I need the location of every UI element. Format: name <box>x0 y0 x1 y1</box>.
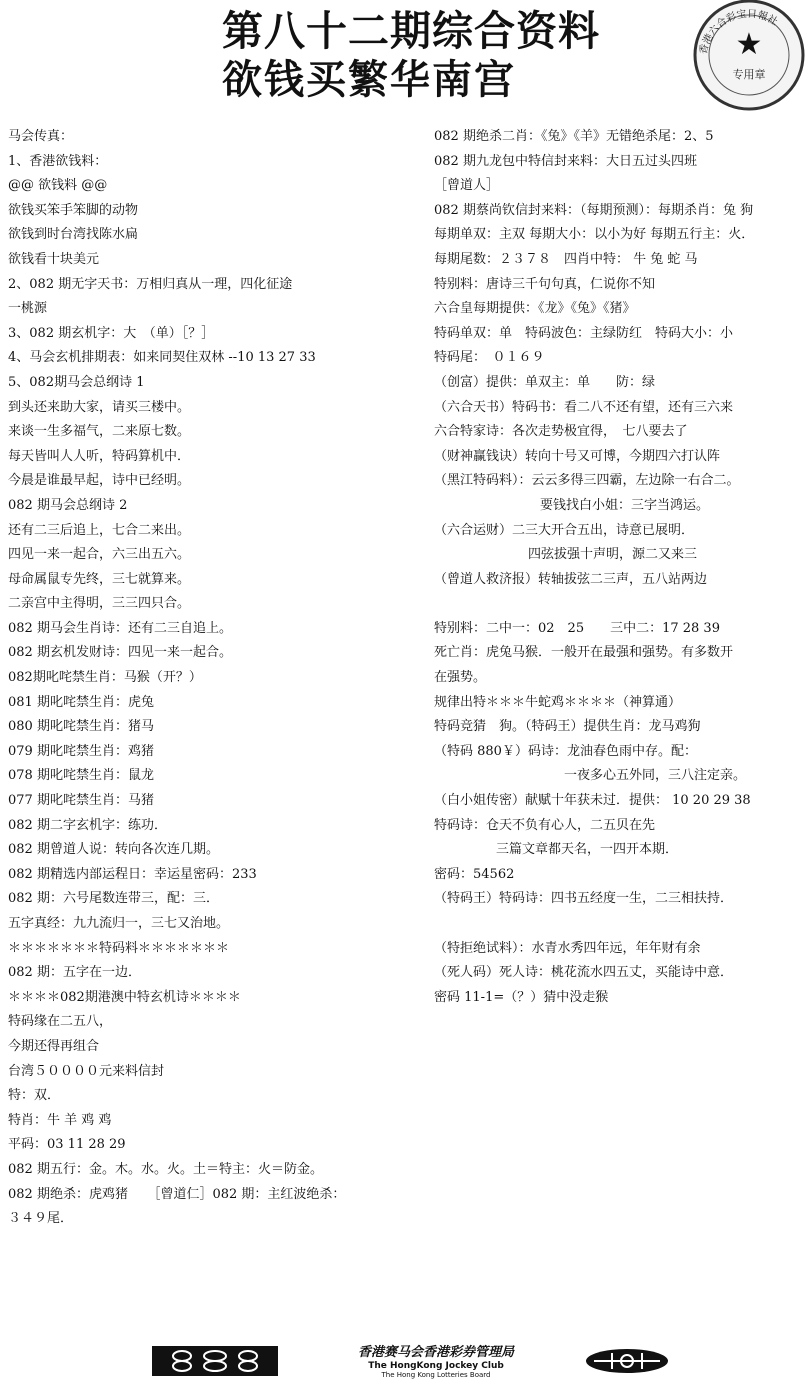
text-line: 母命属鼠专先终，三七就算来。 <box>8 571 191 587</box>
text-line: 1、香港欲钱料： <box>8 153 108 169</box>
text-line: 特别料：二中一：02 25 三中二：17 28 39 <box>434 620 720 636</box>
text-line: 特码缘在二五八， <box>8 1014 113 1030</box>
text-line: 每天皆叫人人听，特码算机中． <box>8 448 191 464</box>
text-line: 一桃源 <box>8 301 48 317</box>
text-line: 081 期叱咤禁生肖：虎兔 <box>8 694 154 710</box>
text-line: 特码诗：仓天不负有心人，二五贝在先 <box>434 817 656 833</box>
footer-org-chinese: 香港赛马会香港彩券管理局 <box>357 1345 514 1360</box>
text-line: （六合天书）特码书：看二八不还有望，还有三六来 <box>434 399 734 415</box>
text-line: 密码：54562 <box>434 866 515 882</box>
text-line: 还有二三后追上，七合二来出。 <box>8 522 191 538</box>
text-line: 六合皇每期提供：《龙》《兔》《猪》 <box>434 301 636 317</box>
text-line: 密码 11-1=（？）猜中没走猴 <box>434 989 609 1005</box>
text-line: 今晨是谁最早起，诗中已经明。 <box>8 473 191 489</box>
text-line: （特拒绝试料）：水青水秀四年远，年年财有余 <box>434 940 701 956</box>
text-line: 要钱找白小姐：三字当鸿运。 <box>540 497 710 513</box>
text-line: 一夜多心五外同，三八注定亲。 <box>564 768 747 784</box>
text-line: 平码：03 11 28 29 <box>8 1137 126 1153</box>
text-line: 来谈一生多福气，二来原七数。 <box>8 424 191 440</box>
text-line: 特码竞猜 狗。（特码王）提供生肖：龙马鸡狗 <box>434 719 701 735</box>
text-line: 2、082 期无字天书：万相归真从一理，四化征途 <box>8 276 293 292</box>
text-line: 077 期叱咤禁生肖：马猪 <box>8 793 154 809</box>
text-line: 特码单双：单 特码波色：主绿防红 特码大小：小 <box>434 325 734 341</box>
text-line: 082 期九龙包中特信封来料：大日五过头四班 <box>434 153 697 169</box>
text-line: 082期叱咤禁生肖：马猴（开？） <box>8 670 202 686</box>
text-line: 082 期马会生肖诗：还有二三自追上。 <box>8 620 232 636</box>
text-line: （白小姐传密）献赋十年获未过．提供： 10 20 29 38 <box>434 793 751 809</box>
text-line: 082 期马会总纲诗 2 <box>8 497 128 513</box>
text-line: 到头还来助大家，请买三楼中。 <box>8 399 191 415</box>
text-line: （黑江特码料）：云云多得三四霸，左边除一右合二。 <box>434 473 740 489</box>
text-line: （六合运财）二三大开合五出，诗意已展明． <box>434 522 695 538</box>
text-line: 欲钱到时台湾找陈水扁 <box>8 227 139 243</box>
text-line: ３４９尾． <box>8 1211 74 1227</box>
lotteries-board-logo-icon <box>584 1347 670 1375</box>
text-line: （特码 880￥）码诗：龙油春色雨中存。配： <box>434 743 697 759</box>
text-line: 082 期：六号尾数连带三，配：三． <box>8 891 219 907</box>
text-line: 特：双． <box>8 1088 61 1104</box>
page-title-subtitle: 欲钱买繁华南宫 <box>222 57 516 103</box>
text-line: @@ 欲钱料 @@ <box>8 178 108 194</box>
text-line: （死人码）死人诗：桃花流水四五丈，买能诗中意． <box>434 965 734 981</box>
right-column-content <box>434 125 806 1010</box>
text-line: ＊＊＊＊＊＊＊特码料＊＊＊＊＊＊＊ <box>8 940 230 956</box>
text-line: 082 期：五字在一边． <box>8 965 141 981</box>
text-line: 三篇文章都天名，一四开本期． <box>496 842 679 858</box>
official-seal-stamp <box>690 0 807 114</box>
text-line: 082 期绝杀二肖：《兔》《羊》无错绝杀尾：2、5 <box>434 129 714 144</box>
text-line: （财神赢钱诀）转向十号又可博，今期四六打认阵 <box>434 448 721 464</box>
text-line: ＊＊＊＊082期港澳中特玄机诗＊＊＊＊ <box>8 989 241 1005</box>
text-line: 4、马会玄机排期表：如来同契住双林 --10 13 27 33 <box>8 350 316 366</box>
jockey-club-logo-icon <box>152 1346 278 1376</box>
text-line: 082 期精选内部运程日：幸运星密码：233 <box>8 866 257 882</box>
page-title-issue: 第八十二期综合资料 <box>222 7 600 55</box>
text-line: 二亲宫中主得明，三三四只合。 <box>8 596 191 612</box>
text-line: 082 期玄机发财诗：四见一来一起合。 <box>8 645 232 661</box>
text-line <box>434 912 806 937</box>
text-line: 欲钱买笨手笨脚的动物 <box>8 202 139 218</box>
text-line: 特肖：牛 羊 鸡 鸡 <box>8 1112 112 1128</box>
text-line: 规律出特＊＊＊牛蛇鸡＊＊＊＊（神算通） <box>434 694 682 710</box>
text-line: 078 期叱咤禁生肖：鼠龙 <box>8 768 154 784</box>
footer-org-english: The HongKong Jockey Club <box>368 1361 504 1371</box>
text-line: （曾道人救济报）转轴拔弦二三声，五八站两边 <box>434 571 708 587</box>
text-line: 台湾５００００元来料信封 <box>8 1063 165 1079</box>
text-line: 082 期五行：金。木。水。火。土＝特主：火＝防金。 <box>8 1161 323 1177</box>
text-line <box>434 592 806 617</box>
text-line: 每期尾数：２３７８ 四肖中特： 牛 兔 蛇 马 <box>434 251 698 267</box>
seal-ring-text: 香港六合彩宝日報社 <box>698 8 780 56</box>
text-line: 3、082 期玄机字：大 （单）［？］ <box>8 325 215 341</box>
left-column-content <box>8 125 418 1232</box>
text-line: （特码王）特码诗：四书五经度一生，二三相扶持． <box>434 891 734 907</box>
star-icon: ★ <box>735 27 763 62</box>
text-line: ［曾道人］ <box>434 178 500 194</box>
text-line: 每期单双：主双 每期大小：以小为好 每期五行主：火． <box>434 227 755 243</box>
text-line: 080 期叱咤禁生肖：猪马 <box>8 719 154 735</box>
footer-organization <box>296 1345 576 1380</box>
text-line: 欲钱看十块美元 <box>8 251 100 267</box>
text-line: 079 期叱咤禁生肖：鸡猪 <box>8 743 154 759</box>
text-line: 四见一来一起合，六三出五六。 <box>8 547 191 563</box>
text-line: 082 期二字玄机字：练功． <box>8 817 167 833</box>
text-line: 082 期蔡尚钦信封来料：（每期预测）：每期杀肖：兔 狗 <box>434 202 754 218</box>
text-line: 六合特家诗：各次走势极宜得， 七八要去了 <box>434 424 688 440</box>
seal-center-text: 专用章 <box>732 68 766 81</box>
text-line: 马会传真： <box>8 129 74 144</box>
text-line: 082 期曾道人说：转向各次连几期。 <box>8 842 219 858</box>
text-line: 五字真经：九九流归一，三七又治地。 <box>8 916 230 931</box>
text-line: 5、082期马会总纲诗 1 <box>8 374 145 390</box>
text-line: 特别料：唐诗三千句句真，仁说你不知 <box>434 276 656 292</box>
text-line: 死亡肖：虎兔马猴．一般开在最强和强势。有多数开 <box>434 645 734 661</box>
text-line: （创富）提供：单双主：单 防：绿 <box>434 374 656 390</box>
text-line: 在强势。 <box>434 670 487 686</box>
text-line: 082 期绝杀：虎鸡猪 ［曾道仁］082 期：主红波绝杀： <box>8 1186 346 1202</box>
text-line: 四弦拔强十声明，源二又来三 <box>528 547 698 563</box>
text-line: 特码尾： ０１６９ <box>434 350 545 366</box>
text-line: 今期还得再组合 <box>8 1038 100 1054</box>
footer-org-english-sub: The Hong Kong Lotteries Board <box>381 1371 491 1379</box>
